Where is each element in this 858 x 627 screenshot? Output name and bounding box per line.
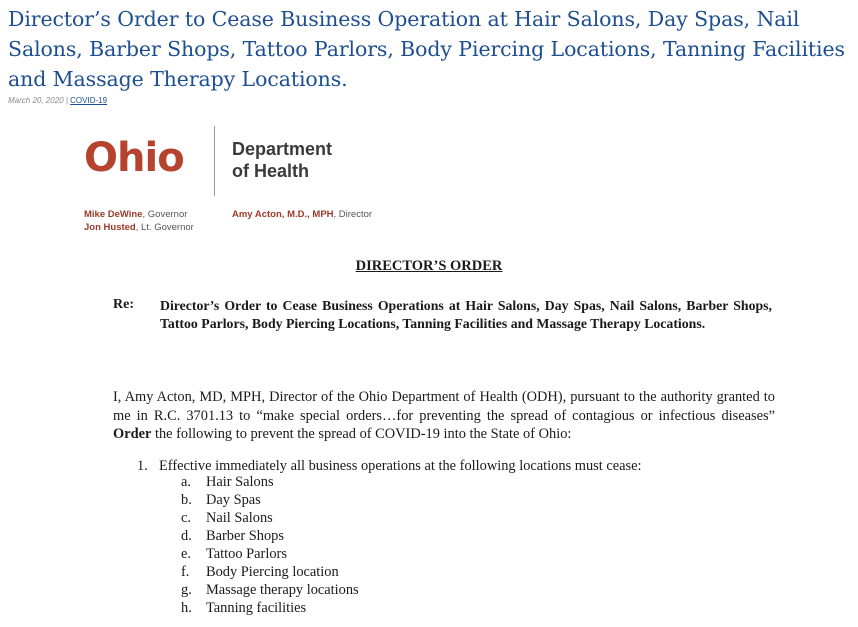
item-text: Effective immediately all business operations at the following locations must cease:: [159, 458, 642, 474]
list-item-text: Day Spas: [206, 492, 261, 508]
list-item-letter: e.: [181, 546, 191, 562]
department-line-2: of Health: [232, 161, 310, 181]
intro-paragraph: [113, 388, 775, 444]
list-item: [181, 563, 359, 581]
list-item: [181, 491, 359, 509]
lt-governor-name: Jon Husted: [84, 222, 136, 233]
list-item-letter: f.: [181, 564, 190, 580]
governor-title: , Governor: [142, 209, 188, 220]
list-item-text: Body Piercing location: [206, 564, 339, 580]
ohio-logo: Ohio: [84, 135, 184, 181]
post-meta: [8, 96, 107, 105]
list-item-text: Nail Salons: [206, 510, 273, 526]
re-subject: Director’s Order to Cease Business Operations at Hair Salons, Day Spas, Nail Salons, Barber Shops, Tattoo Parlors, Body Piercing Locations, Tanning Facilities and Massage Therapy Locations.: [160, 298, 772, 331]
item-number: 1.: [137, 458, 148, 474]
list-item-text: Tattoo Parlors: [206, 546, 287, 562]
intro-text-start: I, Amy Acton, MD, MPH, Director of the Ohio Department of Health (ODH), pursuant to the authority granted to me in R.C. 3701.13 to “make special orders…for preventing the spread of contagious or infectious diseases”: [113, 389, 775, 424]
list-item-letter: c.: [181, 510, 191, 526]
governor-block: [84, 208, 194, 234]
order-heading: DIRECTOR’S ORDER: [355, 258, 503, 274]
list-item-letter: h.: [181, 600, 192, 616]
list-item-text: Hair Salons: [206, 474, 274, 490]
department-name: [232, 138, 332, 182]
list-item-letter: a.: [181, 474, 191, 490]
list-item: [181, 581, 359, 599]
locations-list: [181, 473, 359, 617]
re-label: Re:: [113, 297, 134, 312]
list-item: [181, 473, 359, 491]
list-item-letter: g.: [181, 582, 192, 598]
list-item: [181, 545, 359, 563]
page-title: Director’s Order to Cease Business Operation at Hair Salons, Day Spas, Nail Salons, Barber Shops, Tattoo Parlors, Body Piercing Locations, Tanning Facilities and Massage Therapy Locations.: [8, 7, 845, 91]
list-item: [181, 509, 359, 527]
intro-order-word: Order: [113, 426, 152, 442]
intro-text-end: the following to prevent the spread of COVID-19 into the State of Ohio:: [151, 426, 572, 442]
director-block: [232, 208, 372, 221]
list-item-text: Barber Shops: [206, 528, 284, 544]
lt-governor-title: , Lt. Governor: [135, 222, 194, 233]
post-date: March 20, 2020: [8, 96, 64, 105]
list-item: [181, 527, 359, 545]
department-line-1: Department: [232, 139, 333, 159]
list-item-letter: d.: [181, 528, 192, 544]
list-item-text: Massage therapy locations: [206, 582, 359, 598]
list-item: [181, 599, 359, 617]
director-name: Amy Acton, M.D., MPH: [232, 209, 334, 220]
category-link[interactable]: COVID-19: [70, 96, 108, 105]
meta-separator: |: [65, 96, 68, 105]
list-item-text: Tanning facilities: [206, 600, 307, 616]
logo-divider: [214, 126, 215, 196]
list-item-letter: b.: [181, 492, 192, 508]
director-title: , Director: [333, 209, 373, 220]
governor-name: Mike DeWine: [84, 209, 143, 220]
